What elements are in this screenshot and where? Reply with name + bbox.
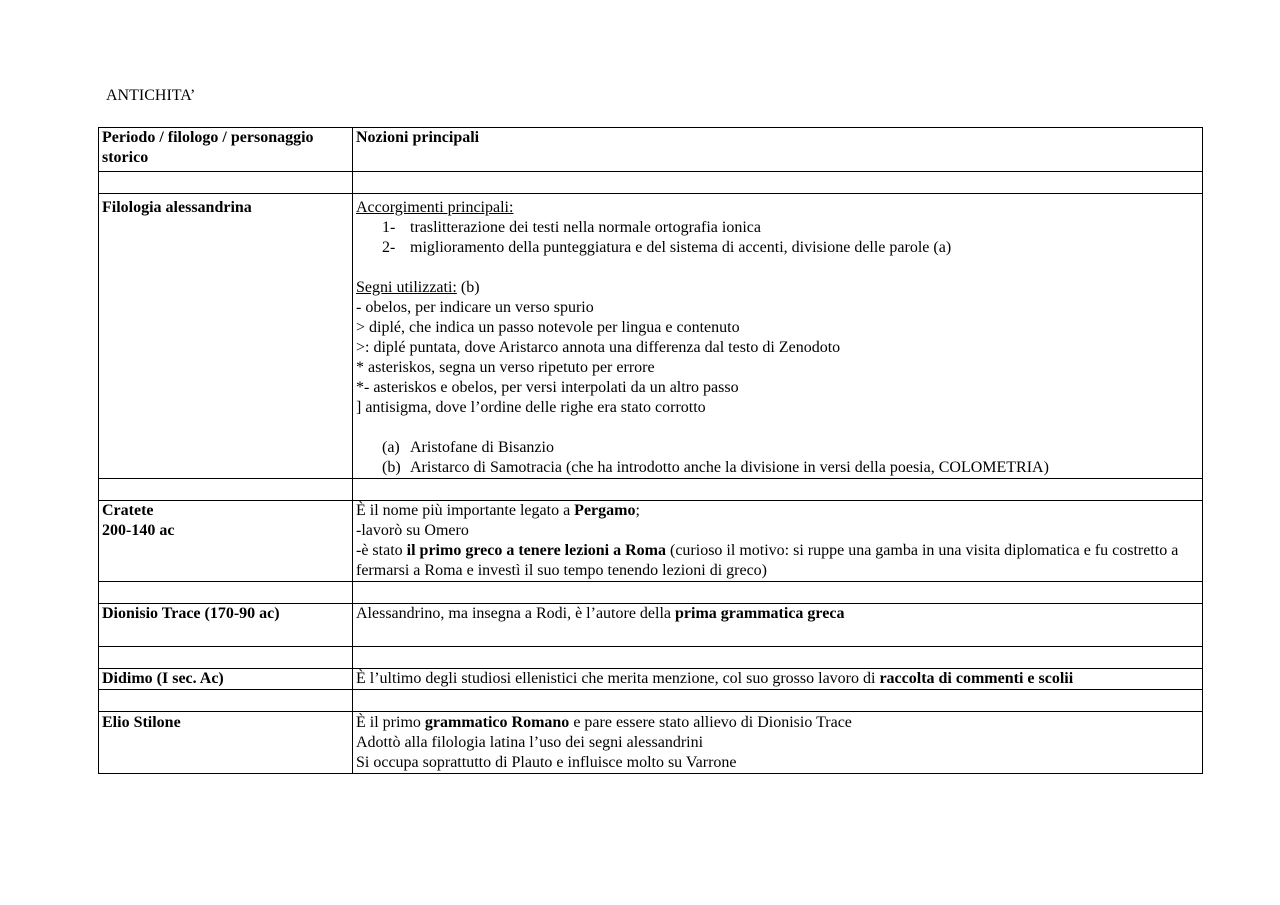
table-header-row — [99, 128, 1203, 172]
table-row-cratete — [99, 501, 1203, 582]
list-item: * asteriskos, segna un verso ripetuto per errore — [356, 359, 655, 376]
philology-table — [98, 127, 1203, 774]
row-name: Cratete 200-140 ac — [99, 501, 353, 582]
list-item: - obelos, per indicare un verso spurio — [356, 299, 594, 316]
table-row-elio — [99, 712, 1203, 774]
table-row-didimo — [99, 669, 1203, 690]
row-name: Didimo (I sec. Ac) — [99, 669, 353, 690]
list-item: *- asteriskos e obelos, per versi interpolati da un altro passo — [356, 379, 739, 396]
list-item: > diplé, che indica un passo notevole per lingua e contenuto — [356, 319, 740, 336]
table-row-dionisio — [99, 604, 1203, 647]
note-item: (a) Aristofane di Bisanzio — [382, 439, 554, 456]
accorgimenti-heading: Accorgimenti principali: — [356, 199, 514, 216]
header-col-period: Periodo / filologo / personaggio storico — [99, 128, 353, 172]
table-row-alessandrina — [99, 194, 1203, 479]
spacer-row — [99, 172, 1203, 194]
header-col-notions: Nozioni principali — [353, 128, 1203, 172]
row-content: Alessandrino, ma insegna a Rodi, è l’autore della prima grammatica greca — [353, 604, 1203, 647]
row-content: È il nome più importante legato a Pergamo; -lavorò su Omero -è stato il primo greco a tenere lezioni a Roma (curioso il motivo: si ruppe una gamba in una visita diplomatica e fu costretto a fermarsi a Roma e investì il suo tempo tenendo lezioni di greco) — [353, 501, 1203, 582]
spacer-row — [99, 690, 1203, 712]
note-item: (b) Aristarco di Samotracia (che ha introdotto anche la divisione in versi della poesia, COLOMETRIA) — [382, 459, 1049, 476]
list-item: >: diplé puntata, dove Aristarco annota una differenza dal testo di Zenodoto — [356, 339, 841, 356]
row-name: Elio Stilone — [99, 712, 353, 774]
row-content: È il primo grammatico Romano e pare essere stato allievo di Dionisio Trace Adottò alla filologia latina l’uso dei segni alessandrini Si occupa soprattutto di Plauto e influisce molto su Varrone — [353, 712, 1203, 774]
row-content — [353, 194, 1203, 479]
page-title: ANTICHITA’ — [106, 87, 196, 104]
row-content: È l’ultimo degli studiosi ellenistici che merita menzione, col suo grosso lavoro di raccolta di commenti e scolii — [353, 669, 1203, 690]
row-name: Filologia alessandrina — [99, 194, 353, 479]
list-item: ] antisigma, dove l’ordine delle righe era stato corrotto — [356, 399, 706, 416]
list-item: 1- traslitterazione dei testi nella normale ortografia ionica — [382, 219, 761, 236]
spacer-row — [99, 479, 1203, 501]
row-name: Dionisio Trace (170-90 ac) — [99, 604, 353, 647]
spacer-row — [99, 647, 1203, 669]
spacer-row — [99, 582, 1203, 604]
segni-heading: Segni utilizzati: (b) — [356, 279, 480, 296]
list-item: 2- miglioramento della punteggiatura e del sistema di accenti, divisione delle parole (a) — [382, 239, 952, 256]
